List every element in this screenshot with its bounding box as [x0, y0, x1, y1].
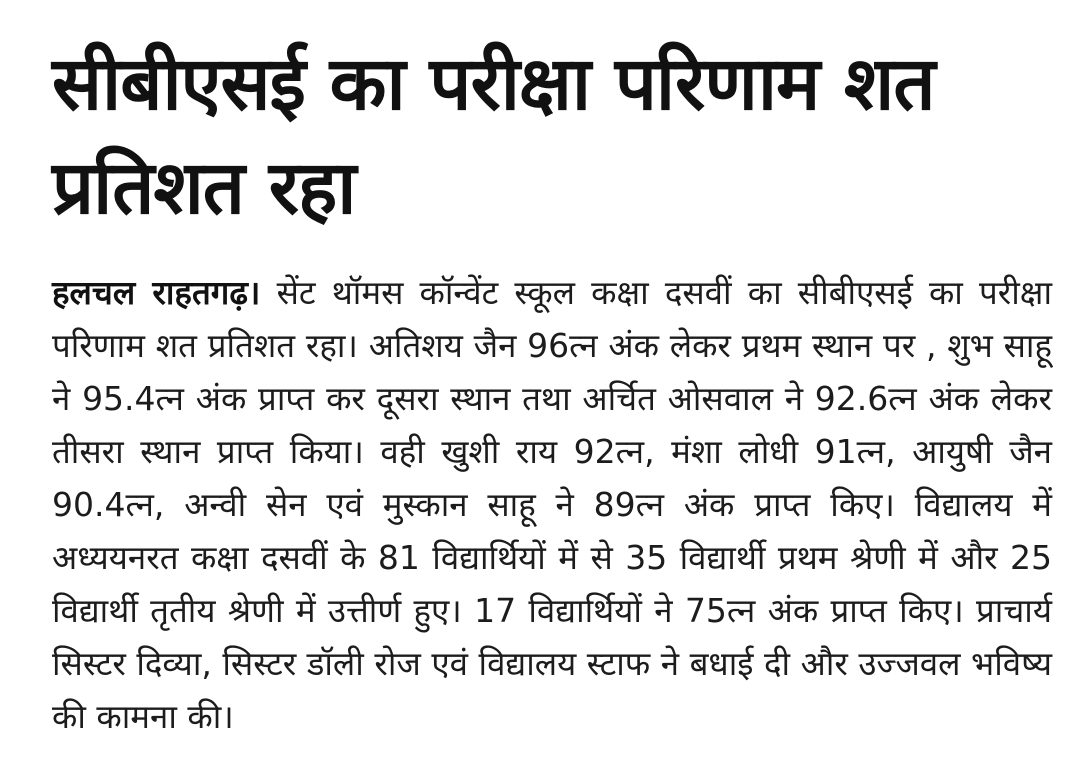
article-body — [52, 266, 1052, 743]
dateline: हलचल राहतगढ़। — [52, 273, 261, 312]
headline: सीबीएसई का परीक्षा परिणाम शत प्रतिशत रहा — [52, 41, 935, 231]
news-article — [52, 32, 1052, 776]
article-body-text: सेंट थॉमस कॉन्वेंट स्कूल कक्षा दसवीं का सीबीएसई का परीक्षा परिणाम शत प्रतिशत रहा। अतिशय जैन 96त्न अंक लेकर प्रथम स्थान पर , शुभ साहू ने 95.4त्न अंक प्राप्त कर दूसरा स्थान तथा अर्चित ओसवाल ने 92.6त्न अंक लेकर तीसरा स्थान प्राप्त किया। वही खुशी राय 92त्न, मंशा लोधी 91त्न, आयुषी जैन 90.4त्न, अन्वी सेन एवं मुस्कान साहू ने 89त्न अंक प्राप्त किए। विद्यालय में अध्ययनरत कक्षा दसवीं के 81 विद्यार्थियों में से 35 विद्यार्थी प्रथम श्रेणी में और 25 विद्यार्थी तृतीय श्रेणी में उत्तीर्ण हुए। 17 विद्यार्थियों ने 75त्न अंक प्राप्त किए। प्राचार्य सिस्टर दिव्या, सिस्टर डॉली रोज एवं विद्यालय स्टाफ ने बधाई दी और उज्जवल भविष्य की कामना की। — [52, 273, 1052, 736]
